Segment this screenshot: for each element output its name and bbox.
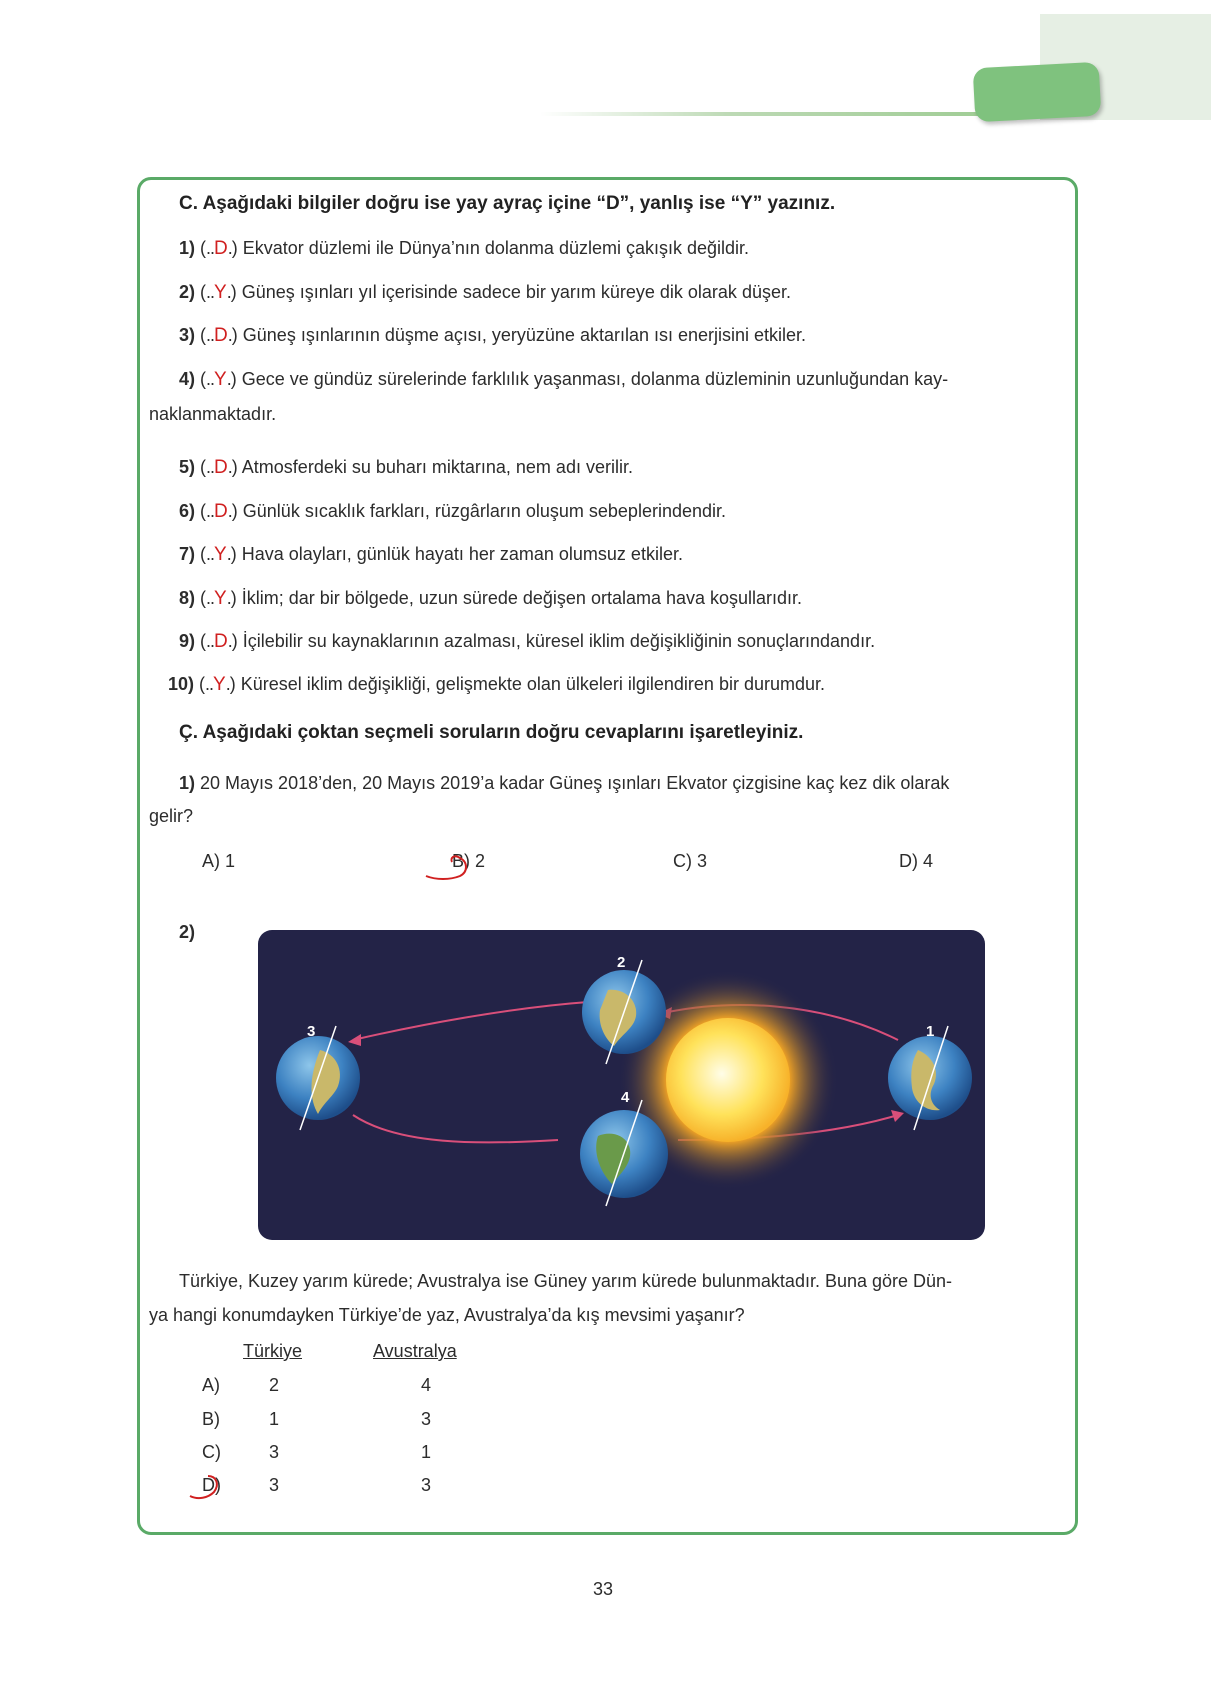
q1-option-a[interactable]: A) 1 (202, 851, 236, 871)
header-line (540, 112, 1020, 116)
item-dots: .. (206, 457, 215, 477)
item-dots: . (227, 631, 232, 651)
col-header-avustralya: Avustralya (373, 1341, 457, 1361)
item-answer[interactable]: D (214, 631, 228, 652)
header-tab (973, 62, 1102, 123)
item-answer[interactable]: D (214, 501, 228, 522)
item-number: 10) (168, 674, 195, 694)
q2-option-avustralya: 3 (421, 1475, 432, 1495)
section-c-item: 8) (..Y.) İklim; dar bir bölgede, uzun sürede değişen ortalama hava koşullarıdır. (179, 588, 803, 609)
q2-option-avustralya: 1 (421, 1442, 432, 1462)
item-text: Güneş ışınlarının düşme açısı, yeryüzüne aktarılan ısı enerjisini etkiler. (242, 325, 807, 345)
q2-option-label[interactable]: D) (202, 1475, 221, 1495)
q2-option-turkiye: 1 (269, 1409, 280, 1429)
q2-option-label[interactable]: A) (202, 1375, 220, 1395)
item-text: Küresel iklim değişikliği, gelişmekte olan ülkeleri ilgilendiren bir durumdur. (240, 674, 825, 694)
item-dots: . (226, 282, 231, 302)
item-number: 3) (179, 325, 196, 345)
q1-option-b[interactable]: B) 2 (452, 851, 486, 871)
question-1 (179, 772, 949, 794)
q2-option-turkiye: 3 (269, 1442, 280, 1462)
item-dots: . (226, 369, 231, 389)
question-2-text: Türkiye, Kuzey yarım kürede; Avustralya ise Güney yarım kürede bulunmaktadır. Buna göre Dün- (179, 1271, 953, 1291)
item-number: 2) (179, 282, 196, 302)
item-dots: . (225, 674, 230, 694)
q2-answer-mark (186, 1470, 226, 1504)
q2-option-avustralya: 4 (421, 1375, 432, 1395)
item-dots: .. (206, 501, 215, 521)
item-text: İçilebilir su kaynaklarının azalması, küresel iklim değişikliğinin sonuçlarındandır. (242, 631, 876, 651)
item-answer[interactable]: Y (214, 588, 227, 609)
item-text: Hava olayları, günlük hayatı her zaman olumsuz etkiler. (241, 544, 683, 564)
section-c-item: 1) (..D.) Ekvator düzlemi ile Dünya’nın dolanma düzlemi çakışık değildir. (179, 238, 750, 259)
figure-label-4: 4 (621, 1089, 630, 1106)
item-dots: . (227, 238, 232, 258)
item-number: 5) (179, 457, 196, 477)
item-dots: . (226, 544, 231, 564)
col-header-turkiye: Türkiye (243, 1341, 303, 1361)
q2-option-turkiye: 2 (269, 1375, 280, 1395)
item-text: İklim; dar bir bölgede, uzun sürede değişen ortalama hava koşullarıdır. (241, 588, 803, 608)
item-answer[interactable]: D (214, 325, 228, 346)
orbit-figure (258, 930, 985, 1240)
item-dots: . (227, 501, 232, 521)
item-number: 7) (179, 544, 196, 564)
q2-option-turkiye: 3 (269, 1475, 280, 1495)
item-dots: . (227, 457, 232, 477)
q2-option-avustralya: 3 (421, 1409, 432, 1429)
earth-position-3 (276, 1026, 360, 1130)
item-dots: .. (205, 674, 214, 694)
item-text: Atmosferdeki su buharı miktarına, nem adı verilir. (241, 457, 633, 477)
q1-option-c[interactable]: C) 3 (673, 851, 708, 871)
section-c-item-cont: naklanmaktadır. (149, 404, 277, 424)
item-number: 1) (179, 238, 196, 258)
question-2-text-cont: ya hangi konumdayken Türkiye’de yaz, Avustralya’da kış mevsimi yaşanır? (149, 1305, 745, 1325)
item-dots: .. (206, 238, 215, 258)
question-1-number: 1) (179, 773, 196, 793)
page-number: 33 (593, 1579, 614, 1599)
item-answer[interactable]: D (214, 457, 228, 478)
section-cc-title: Ç. Aşağıdaki çoktan seçmeli soruların doğru cevaplarını işaretleyiniz. (179, 722, 804, 743)
item-dots: .. (206, 544, 215, 564)
item-answer[interactable]: Y (214, 544, 227, 565)
item-number: 6) (179, 501, 196, 521)
section-c-item: 5) (..D.) Atmosferdeki su buharı miktarına, nem adı verilir. (179, 457, 633, 478)
item-answer[interactable]: Y (213, 674, 226, 695)
figure-label-2: 2 (617, 954, 626, 971)
item-number: 9) (179, 631, 196, 651)
q2-option-label[interactable]: C) (202, 1442, 221, 1462)
section-c-item: 9) (..D.) İçilebilir su kaynaklarının azalması, küresel iklim değişikliğinin sonuçlarındandır. (179, 631, 876, 652)
item-answer[interactable]: Y (214, 282, 227, 303)
q1-option-d[interactable]: D) 4 (899, 851, 934, 871)
section-c-item: 10) (..Y.) Küresel iklim değişikliği, gelişmekte olan ülkeleri ilgilendiren bir durumdur. (168, 674, 825, 695)
item-number: 8) (179, 588, 196, 608)
item-text: Ekvator düzlemi ile Dünya’nın dolanma düzlemi çakışık değildir. (242, 238, 750, 258)
section-c-item: 2) (..Y.) Güneş ışınları yıl içerisinde sadece bir yarım küreye dik olarak düşer. (179, 282, 791, 303)
item-answer[interactable]: Y (214, 369, 227, 390)
section-c-title: C. Aşağıdaki bilgiler doğru ise yay ayraç içine “D”, yanlış ise “Y” yazınız. (179, 193, 836, 214)
figure-label-1: 1 (926, 1023, 935, 1040)
item-text: Gece ve gündüz sürelerinde farklılık yaşanması, dolanma düzleminin uzunluğundan kay- (241, 369, 949, 389)
item-dots: .. (206, 588, 215, 608)
item-dots: .. (206, 369, 215, 389)
sun (666, 1018, 790, 1142)
q1-answer-mark (420, 848, 480, 884)
item-dots: .. (206, 325, 215, 345)
item-number: 4) (179, 369, 196, 389)
question-1-text: 20 Mayıs 2018’den, 20 Mayıs 2019’a kadar Güneş ışınları Ekvator çizgisine kaç kez dik olarak (200, 773, 950, 793)
item-text: Günlük sıcaklık farkları, rüzgârların oluşum sebeplerindendir. (242, 501, 727, 521)
item-answer[interactable]: D (214, 238, 228, 259)
q2-option-label[interactable]: B) (202, 1409, 220, 1429)
section-c-item: 4) (..Y.) Gece ve gündüz sürelerinde farklılık yaşanması, dolanma düzleminin uzunluğundan kay- (179, 369, 949, 390)
item-dots: . (226, 588, 231, 608)
item-dots: . (227, 325, 232, 345)
section-c-item: 7) (..Y.) Hava olayları, günlük hayatı her zaman olumsuz etkiler. (179, 544, 683, 565)
section-c-item: 6) (..D.) Günlük sıcaklık farkları, rüzgârların oluşum sebeplerindendir. (179, 501, 727, 522)
item-dots: .. (206, 282, 215, 302)
item-text: Güneş ışınları yıl içerisinde sadece bir yarım küreye dik olarak düşer. (241, 282, 791, 302)
question-2-number: 2) (179, 922, 196, 942)
question-1-text-cont: gelir? (149, 806, 194, 826)
figure-label-3: 3 (307, 1023, 316, 1040)
section-c-item: 3) (..D.) Güneş ışınlarının düşme açısı, yeryüzüne aktarılan ısı enerjisini etkiler. (179, 325, 807, 346)
item-dots: .. (206, 631, 215, 651)
